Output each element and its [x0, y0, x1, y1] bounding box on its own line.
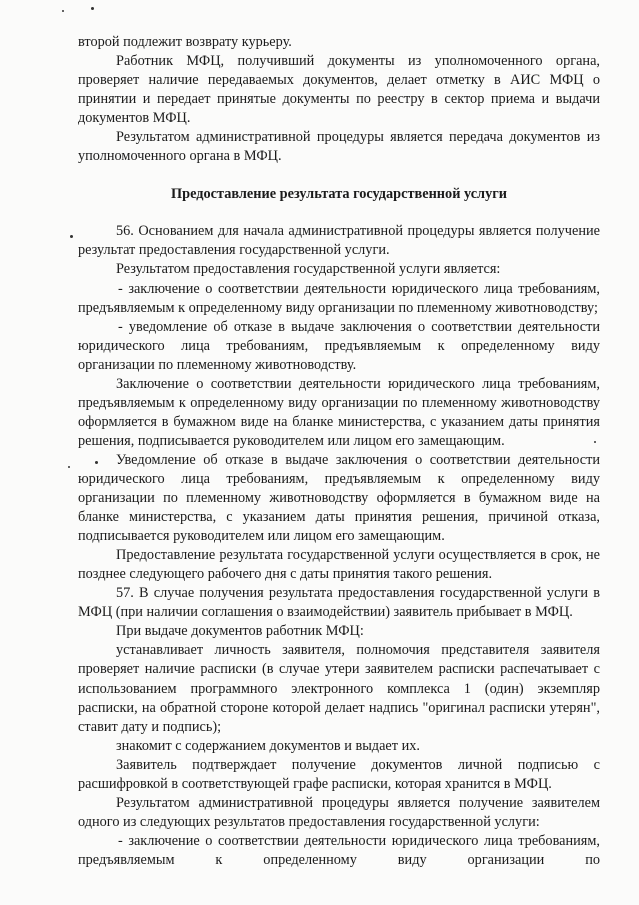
- scan-speck: [62, 10, 64, 12]
- paragraph: - уведомление об отказе в выдаче заключения о соответствии деятельности юридического лица требованиям, предъявляемым к определенному виду организации по племенному животноводству.: [78, 318, 600, 373]
- scan-speck: [594, 441, 596, 443]
- paragraph: - заключение о соответствии деятельности юридического лица требованиям, предъявляемым к определенному виду организации по племенному животноводству;: [78, 280, 600, 316]
- paragraph: - заключение о соответствии деятельности юридического лица требованиям, предъявляемым к определенному виду организации по: [78, 832, 600, 868]
- paragraph: Результатом административной процедуры является получение заявителем одного из следующих результатов предоставления государственной услуги:: [78, 794, 600, 830]
- paragraph: Предоставление результата государственной услуги осуществляется в срок, не позднее следующего рабочего дня с даты принятия такого решения.: [78, 547, 600, 583]
- scan-speck: [91, 7, 94, 10]
- paragraph: 57. В случае получения результата предоставления государственной услуги в МФЦ (при наличии соглашения о взаимодействии) заявитель прибывает в МФЦ.: [78, 585, 600, 621]
- document-page: [78, 33, 600, 870]
- paragraph: Заключение о соответствии деятельности юридического лица требованиям, предъявляемым к определенному виду организации по племенному животноводству оформляется в бумажном виде на бланке министерства, с указанием даты принятия решения, подписывается руководителем или лицом его замещающим.: [78, 375, 600, 449]
- paragraph: Результатом предоставления государственной услуги является:: [116, 261, 501, 278]
- section-heading: Предоставление результата государственной услуги: [171, 186, 507, 203]
- paragraph: Результатом административной процедуры является передача документов из уполномоченного органа в МФЦ.: [78, 129, 600, 165]
- paragraph: Заявитель подтверждает получение документов личной подписью с расшифровкой в соответствующей графе расписки, которая хранится в МФЦ.: [78, 756, 600, 792]
- paragraph: Работник МФЦ, получивший документы из уполномоченного органа, проверяет наличие передаваемых документов, делает отметку в АИС МФЦ о принятии и передает принятые документы по реестру в сектор приема и выдачи документов МФЦ.: [78, 53, 600, 127]
- scan-speck: [68, 466, 70, 468]
- text-block-top: [78, 33, 600, 166]
- paragraph: При выдаче документов работник МФЦ:: [116, 623, 364, 640]
- text-block-main: [78, 222, 600, 870]
- paragraph: второй подлежит возврату курьеру.: [78, 34, 292, 50]
- paragraph: 56. Основанием для начала административной процедуры является получение результат предоставления государственной услуги.: [78, 223, 600, 259]
- paragraph: знакомит с содержанием документов и выдает их.: [116, 737, 420, 754]
- scan-speck: [95, 461, 98, 464]
- scan-speck: [70, 235, 73, 238]
- paragraph: устанавливает личность заявителя, полномочия представителя заявителя проверяет наличие расписки (в случае утери заявителем расписки распечатывает с использованием программного электронного комплекса 1 (один) экземпляр расписки, на обратной стороне которой делает надпись "оригинал расписки утерян", ставит дату и подпись);: [78, 642, 600, 735]
- paragraph: Уведомление об отказе в выдаче заключения о соответствии деятельности юридического лица требованиям, предъявляемым к определенному виду организации по племенному животноводству оформляется в бумажном виде на бланке министерства, с указанием даты принятия решения, причиной отказа, подписывается руководителем или лицом его замещающим.: [78, 451, 600, 545]
